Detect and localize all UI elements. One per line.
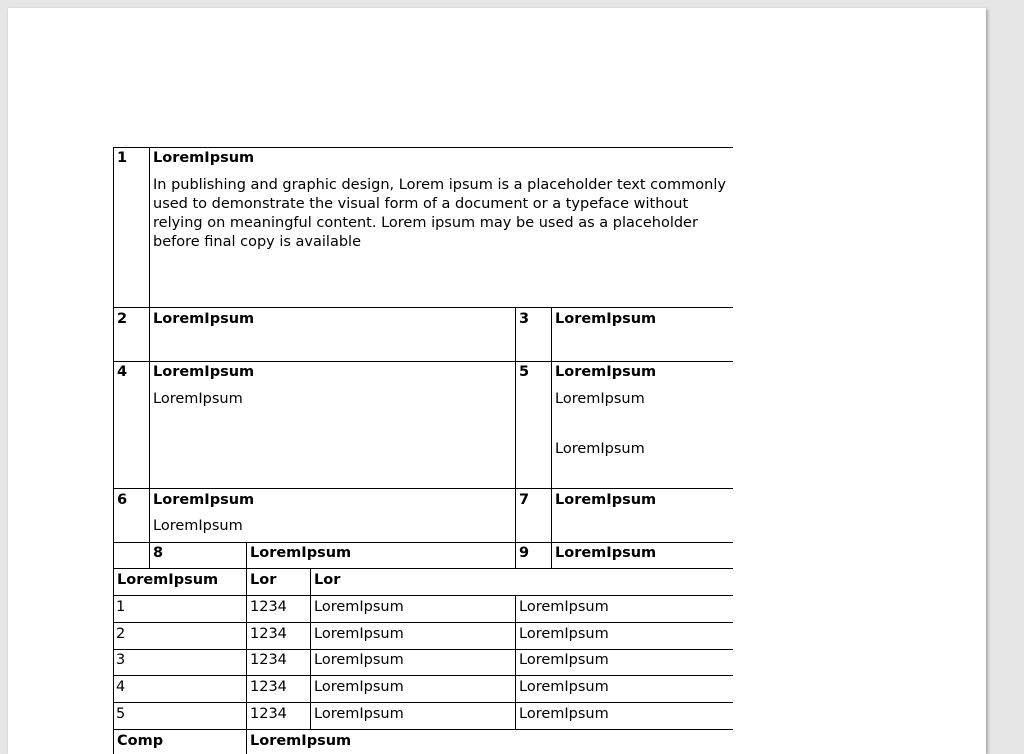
table-cell: 2 xyxy=(116,626,126,642)
table-cell: 1 xyxy=(116,599,126,615)
table-cell: 1234 xyxy=(250,679,287,695)
rule-row4 xyxy=(113,488,733,489)
rule-right-num-col xyxy=(551,307,552,568)
rule-table-col2 xyxy=(246,568,247,754)
section-number: 3 xyxy=(519,311,530,327)
section-number: 7 xyxy=(519,492,530,508)
rule-mid-col xyxy=(515,307,516,568)
rule-table-header xyxy=(113,568,733,569)
table-cell: 1234 xyxy=(250,599,287,615)
section-title: LoremIpsum xyxy=(555,492,657,508)
rule-table-row1 xyxy=(113,595,733,596)
rule-table-row2 xyxy=(113,622,733,623)
table-cell: LoremIpsum xyxy=(314,706,404,722)
table-cell: LoremIpsum xyxy=(314,626,404,642)
section-line: LoremIpsum xyxy=(555,441,645,457)
table-cell: LoremIpsum xyxy=(519,599,609,615)
section-title: LoremIpsum xyxy=(153,364,255,380)
rule-top xyxy=(113,147,733,148)
table-cell: LoremIpsum xyxy=(519,652,609,668)
section-title: LoremIpsum xyxy=(555,311,657,327)
rule-table-col3 xyxy=(310,568,311,729)
section-number: 1 xyxy=(117,150,128,166)
section-line: LoremIpsum xyxy=(153,391,243,407)
section-title: LoremIpsum xyxy=(555,545,657,561)
table-cell: LoremIpsum xyxy=(519,626,609,642)
rule-table-col4 xyxy=(515,595,516,729)
section-number: 4 xyxy=(117,364,128,380)
table-cell: 1234 xyxy=(250,652,287,668)
section-line: LoremIpsum xyxy=(555,391,645,407)
table-cell: LoremIpsum xyxy=(519,706,609,722)
section-title: LoremIpsum xyxy=(153,492,255,508)
section-line: LoremIpsum xyxy=(153,518,243,534)
page-shadow xyxy=(986,10,991,754)
table-cell: 5 xyxy=(116,706,126,722)
table-footer-cell: LoremIpsum xyxy=(250,733,352,749)
rule-row2 xyxy=(113,307,733,308)
section-number: 9 xyxy=(519,545,530,561)
table-cell: 1234 xyxy=(250,706,287,722)
section-title: LoremIpsum xyxy=(555,364,657,380)
section-title: LoremIpsum xyxy=(153,150,255,166)
table-cell: 4 xyxy=(116,679,126,695)
table-cell: 3 xyxy=(116,652,126,668)
table-cell: LoremIpsum xyxy=(314,599,404,615)
section-number: 2 xyxy=(117,311,128,327)
rule-row5-inner xyxy=(246,542,247,568)
rule-table-footer xyxy=(113,729,733,730)
section-number: 6 xyxy=(117,492,128,508)
section-number: 8 xyxy=(153,545,164,561)
table-footer-cell: Comp xyxy=(117,733,164,749)
table-header-cell: Lor xyxy=(314,572,341,588)
rule-row5 xyxy=(113,542,733,543)
section-title: LoremIpsum xyxy=(153,311,255,327)
rule-row3 xyxy=(113,361,733,362)
rule-num-col xyxy=(149,147,150,568)
rule-left xyxy=(113,147,114,754)
table-cell: LoremIpsum xyxy=(314,652,404,668)
rule-table-row4 xyxy=(113,675,733,676)
rule-table-row3 xyxy=(113,649,733,650)
section-paragraph: In publishing and graphic design, Lorem ipsum is a placeholder text commonly used to demonstrate the visual form of a document or a typeface without relying on meaningful content. Lorem ipsum may be used as a placeholder before final copy is available xyxy=(153,177,726,250)
table-cell: LoremIpsum xyxy=(519,679,609,695)
table-header-cell: LoremIpsum xyxy=(117,572,219,588)
table-header-cell: Lor xyxy=(250,572,277,588)
section-title: LoremIpsum xyxy=(250,545,352,561)
rule-table-row5 xyxy=(113,702,733,703)
section-number: 5 xyxy=(519,364,530,380)
table-cell: 1234 xyxy=(250,626,287,642)
table-cell: LoremIpsum xyxy=(314,679,404,695)
